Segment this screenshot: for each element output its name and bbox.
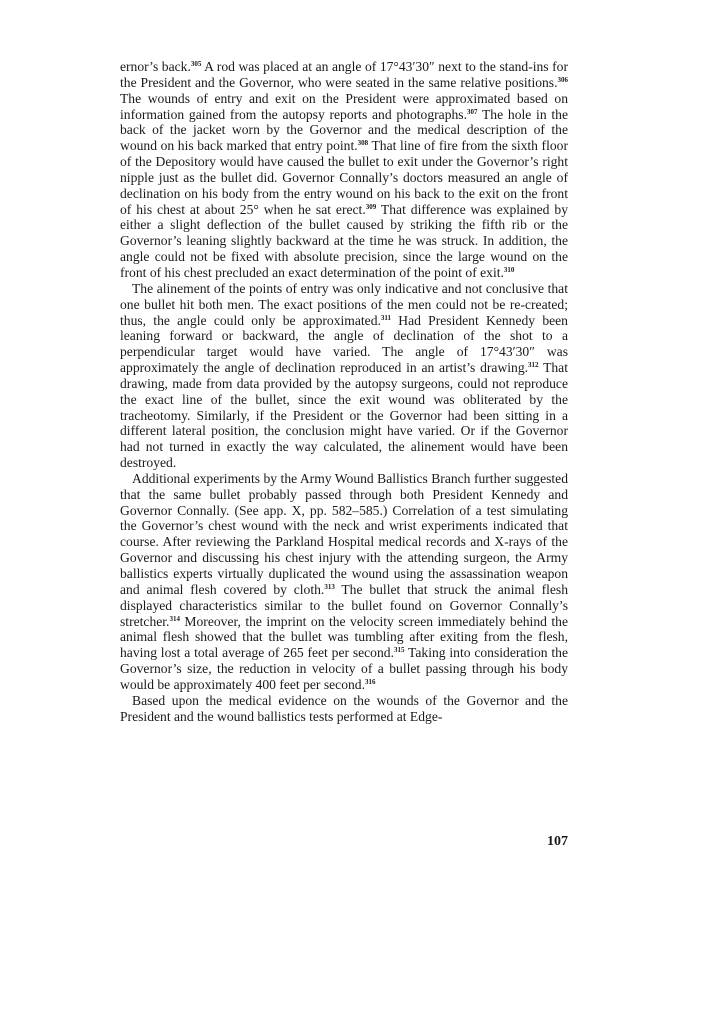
footnote-reference: 305 <box>190 60 202 68</box>
paragraph <box>120 59 568 281</box>
text-run: That line of fire from the sixth floor of the Depository would have caused the bullet to exit under the Governor’s right nipple just as the bullet did. Governor Connally’s doctors measured an angle of declination on his body from the entry wound on his back to the exit on the front of his chest at about 25° when he sat erect. <box>120 138 568 217</box>
footnote-reference: 311 <box>380 313 392 322</box>
footnote-reference: 316 <box>365 677 376 686</box>
text-run: The wounds of entry and exit on the President were approximated based on information gained from the autopsy reports and photographs. <box>120 90 568 122</box>
footnote-reference: 307 <box>467 107 478 116</box>
footnote-reference: 309 <box>365 202 377 211</box>
text-run: Had President Kennedy been leaning forward or backward, the angle of declination of the shot to a perpendicular target would have varied. The angle of 17°43′30″ was approximately the angle of declination reproduced in an artist’s drawing. <box>120 312 568 376</box>
body-text <box>120 59 568 724</box>
text-run: ernor’s back. <box>120 59 191 74</box>
text-run: That drawing, made from data provided by the autopsy surgeons, could not reproduce the exact line of the bullet, since the exit wound was obliterated by the tracheotomy. Similarly, if the President or the Governor had been sitting in a different lateral position, the conclusion might have varied. Or if the Governor had not turned in exactly the way calculated, the alinement would have been destroyed. <box>120 360 568 471</box>
text-run: Based upon the medical evidence on the wounds of the Governor and the President and the wound ballistics tests performed at Edge- <box>120 692 568 724</box>
page-number: 107 <box>547 834 568 849</box>
footnote-reference: 308 <box>357 139 369 148</box>
text-run: Taking into consideration the Governor’s size, the reduction in velocity of a bullet passing through his body would be approximately 400 feet per second. <box>120 645 569 692</box>
text-run: The alinement of the points of entry was only indicative and not conclusive that one bullet hit both men. The exact positions of the men could not be re-created; thus, the angle could only be approximated. <box>120 280 568 328</box>
text-run: Moreover, the imprint on the velocity screen immediately behind the animal flesh showed that the bullet was tumbling after exiting from the flesh, having lost a total average of 265 feet per second. <box>120 613 568 661</box>
footnote-reference: 314 <box>169 614 180 623</box>
footnote-reference: 312 <box>528 361 539 370</box>
footnote-reference: 313 <box>324 582 335 591</box>
paragraph <box>120 693 568 725</box>
text-run: The bullet that struck the animal flesh displayed characteristics similar to the bullet found on Governor Connally’s stretcher. <box>120 581 568 629</box>
text-run: A rod was placed at an angle of 17°43′30″ next to the stand-ins for the President and the Governor, who were seated in the same relative positions. <box>120 59 568 90</box>
footnote-reference: 306 <box>557 75 568 84</box>
footnote-reference: 310 <box>503 265 515 274</box>
paragraph <box>120 281 568 471</box>
text-run: Additional experiments by the Army Wound Ballistics Branch further suggested that the same bullet probably passed through both President Kennedy and Governor Connally. (See app. X, pp. 582–585.) Correlation of a test simulating the Governor’s chest wound with the neck and wrist experiments indicated that course. After reviewing the Parkland Hospital medical records and X-rays of the Governor and discussing his chest injury with the attending surgeon, the Army ballistics experts virtually duplicated the wound using the assassination weapon and animal flesh covered by cloth. <box>120 470 568 597</box>
text-run: That difference was explained by either a slight deflection of the bullet caused by striking the fifth rib or the Governor’s leaning slightly backward at the time he was struck. In addition, the angle could not be fixed with absolute precision, since the large wound on the front of his chest precluded an exact determination of the point of exit. <box>120 201 568 280</box>
footnote-reference: 315 <box>393 646 405 655</box>
paragraph <box>120 471 568 693</box>
text-run: The hole in the back of the jacket worn by the Governor and the medical description of the wound on his back marked that entry point. <box>120 106 568 154</box>
